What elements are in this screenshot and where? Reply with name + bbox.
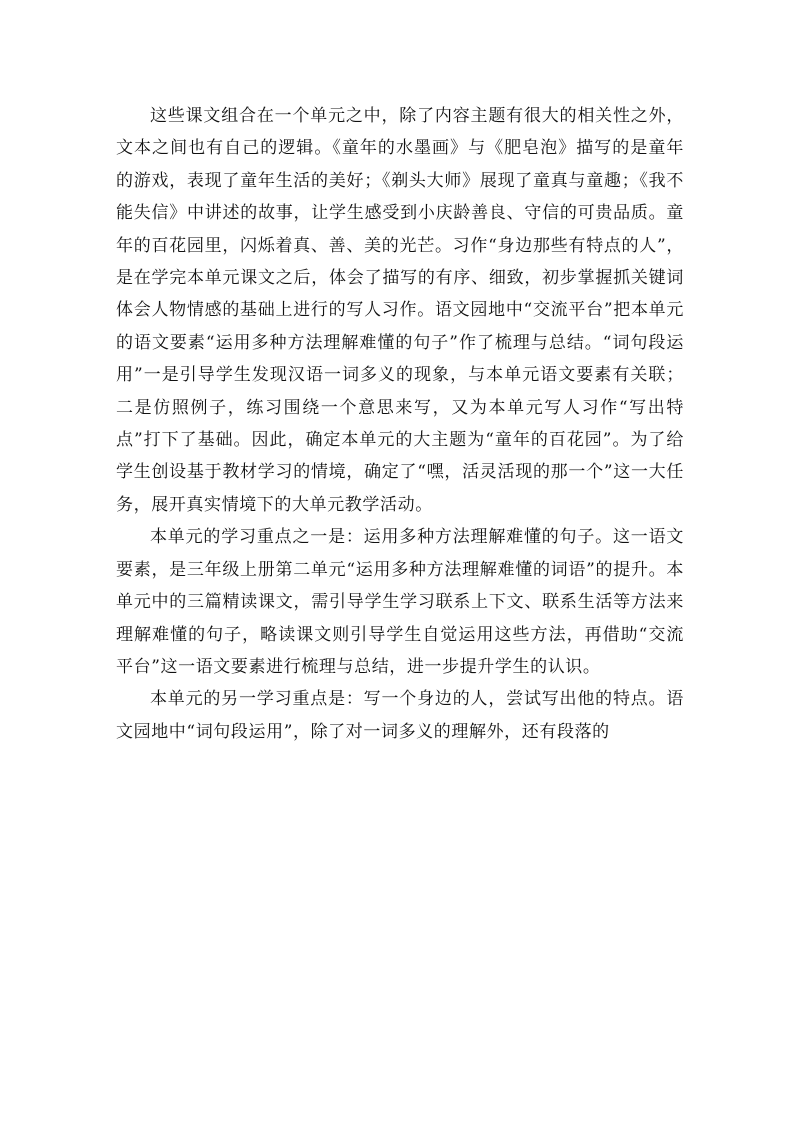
paragraph-unit-overview: 这些课文组合在一个单元之中，除了内容主题有很大的相关性之外，文本之间也有自己的逻辑。《童年的水墨画》与《肥皂泡》描写的是童年的游戏，表现了童年生活的美好；《剃头大师》展现了童真与童趣；《我不能失信》中讲述的故事，让学生感受到小庆龄善良、守信的可贵品质。童年的百花园里，闪烁着真、善、美的光芒。习作“身边那些有特点的人”，是在学完本单元课文之后，体会了描写的有序、细致，初步掌握抓关键词体会人物情感的基础上进行的写人习作。语文园地中“交流平台”把本单元的语文要素“运用多种方法理解难懂的句子”作了梳理与总结。“词句段运用”一是引导学生发现汉语一词多义的现象，与本单元语文要素有关联；二是仿照例子，练习围绕一个意思来写，又为本单元写人习作“写出特点”打下了基础。因此，确定本单元的大主题为“童年的百花园”。为了给学生创设基于教材学习的情境，确定了“嘿，活灵活现的那一个”这一大任务，展开真实情境下的大单元教学活动。 — [116, 106, 684, 515]
paragraph-learning-focus-two: 本单元的另一学习重点是：写一个身边的人，尝试写出他的特点。语文园地中“词句段运用”，除了对一词多义的理解外，还有段落的 — [116, 689, 684, 742]
document-body — [116, 100, 684, 748]
paragraph-learning-focus-one: 本单元的学习重点之一是：运用多种方法理解难懂的句子。这一语文要素，是三年级上册第二单元“运用多种方法理解难懂的词语”的提升。本单元中的三篇精读课文，需引导学生学习联系上下文、联系生活等方法来理解难懂的句子，略读课文则引导学生自觉运用这些方法，再借助“交流平台”这一语文要素进行梳理与总结，进一步提升学生的认识。 — [116, 527, 684, 677]
